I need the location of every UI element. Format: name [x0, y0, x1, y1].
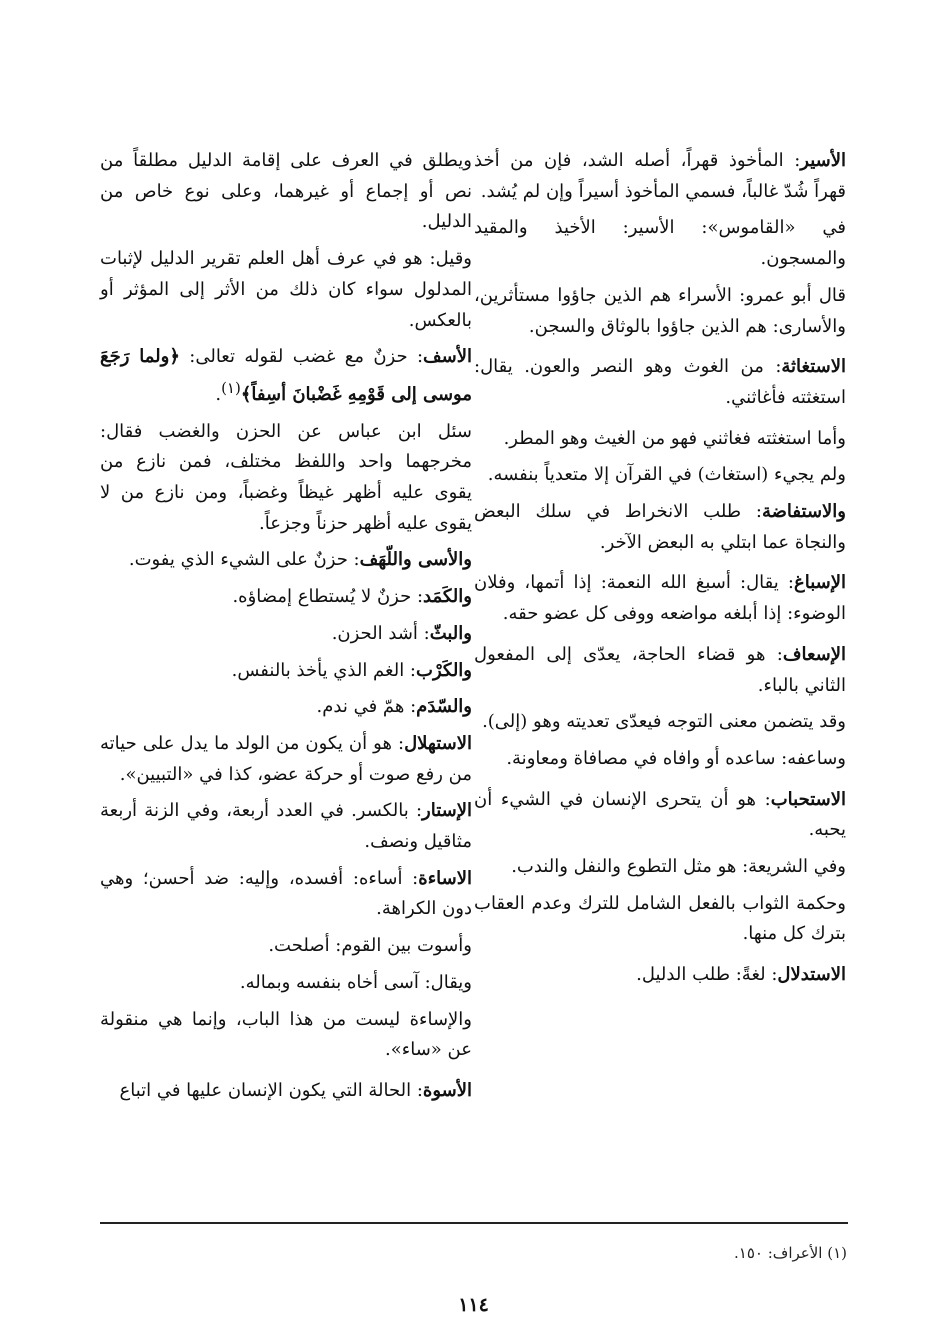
entry-isa-a: الاساءة: أساءه: أفسده، وإليه: ضد أحسن؛ وهي دون الكراهة. [100, 867, 472, 920]
entry-tawajjuh: وقد يتضمن معنى التوجه فيعدّى تعديته وهو (إلى). [482, 711, 846, 733]
entry-qila: وقيل: هو في عرف أهل العلم تقرير الدليل لإثبات المدلول سواء كان ذلك من الأثر إلى المؤثر أو بالعكس. [100, 248, 472, 331]
entry-sharia: وفي الشريعة: هو مثل التطوع والنفل والندب. [511, 856, 846, 878]
entry-isa-a-note: والإساءة ليست من هذا الباب، وإنما هي منقولة عن «ساء». [100, 1008, 472, 1061]
entry-istar: الإستار: بالكسر. في العدد أربعة، وفي الزنة أربعة مثاقيل ونصف. [100, 800, 472, 853]
entry-ibn-abbas: سئل ابن عباس عن الحزن والغضب فقال: مخرجهما واحد واللفظ مختلف، فمن نازع من يقوى عليه أظهر غيظاً وغضباً، ومن نازع من لا يقوى عليه أظهر حزناً وجزعاً. [100, 420, 472, 534]
entry-kamad: والكَمَد: حزنٌ لا يُستطاع إمضاؤه. [232, 586, 472, 608]
entry-qamus: في «القاموس»: الأسير: الأخيذ والمقيد والمسجون. [474, 217, 846, 270]
entry-asa: والأسى واللّهَف: حزنٌ على الشيء الذي يفوت. [128, 549, 472, 571]
footnote: (١) الأعراف: ١٥٠. [734, 1244, 847, 1262]
left-column [100, 146, 472, 1113]
entry-istihlal: الاستهلال: هو أن يكون من الولد ما يدل على حياته من رفع صوت أو حركة عضو، كذا في «التبيين». [100, 732, 472, 785]
entry-abu-amr: قال أبو عمرو: الأسراء هم الذين جاؤوا مستأثرين، والأسارى: هم الذين جاؤوا بالوثاق والسجن. [474, 284, 846, 337]
entry-bath: والبثّ: أشد الحزن. [331, 622, 472, 644]
entry-aswat: وأسوت بين القوم: أصلحت. [268, 935, 472, 957]
entry-ghayth: وأما استغثته فغاثني فهو من الغيث وهو المطر. [503, 427, 846, 449]
quran-quote: ﴿ولما رَجَعَ موسى إلى قَوْمِهِ غَضْبانَ أسِفاً﴾ [100, 346, 472, 405]
footnote-ref[interactable]: (١) [221, 378, 241, 397]
entry-asaf: الأسف: حزنٌ مع غضب لقوله تعالى: ﴿ولما رَجَعَ موسى إلى قَوْمِهِ غَضْبانَ أسِفاً﴾$^{(١)}$. [100, 346, 473, 405]
entry-is-af: الإسعاف: هو قضاء الحاجة، يعدّى إلى المفعول الثاني بالباء. [474, 643, 846, 696]
entry-istaghatha-usage: ولم يجيء (استغاث) في القرآن إلا متعدياً بنفسه. [487, 464, 846, 486]
entry-karb: والكَرْب: الغم الذي يأخذ بالنفس. [231, 659, 472, 681]
entry-istidlal: الاستدلال: لغةً: طلب الدليل. [636, 964, 846, 986]
entry-istifada: والاستفاضة: طلب الانخراط في سلك البعض والنجاة عما ابتلي به البعض الآخر. [474, 501, 846, 553]
entry-asir: الأسير: المأخوذ قهراً، أصله الشد، فإن من أخذ قهراً شُدّ غالباً، فسمي المأخوذ أسيراً وإن لم يُشد. [474, 150, 846, 202]
entry-uswa: الأسوة: الحالة التي يكون الإنسان عليها في اتباع [119, 1079, 472, 1101]
entry-hikma: وحكمة الثواب بالفعل الشامل للترك وعدم العقاب بترك كل منها. [474, 892, 846, 945]
entry-istighatha: الاستغاثة: من الغوث وهو النصر والعون. يقال: استغثته فأغاثني. [474, 356, 846, 408]
right-column [474, 146, 846, 997]
entry-sadam: والسّدَم: همّ في ندم. [316, 696, 472, 718]
footnote-divider [100, 1222, 848, 1224]
entry-saafahu: وساعفه: ساعده أو وافاه في مصافاة ومعاونة. [506, 747, 846, 769]
entry-yutlaq: ويطلق في العرف على إقامة الدليل مطلقاً من نص أو إجماع أو غيرهما، وعلى نوع خاص من الدليل. [100, 150, 472, 233]
entry-isbagh: الإسباغ: يقال: أسبغ الله النعمة: إذا أتمها، وفلان الوضوء: إذا أبلغه مواضعه ووفى كل عضو حقه. [474, 572, 846, 625]
page-number: ١١٤ [458, 1294, 489, 1316]
entry-asa-akhah: ويقال: آسى أخاه بنفسه وبماله. [239, 971, 472, 993]
entry-istihbab: الاستحباب: هو أن يتحرى الإنسان في الشيء أن يحبه. [474, 788, 846, 841]
